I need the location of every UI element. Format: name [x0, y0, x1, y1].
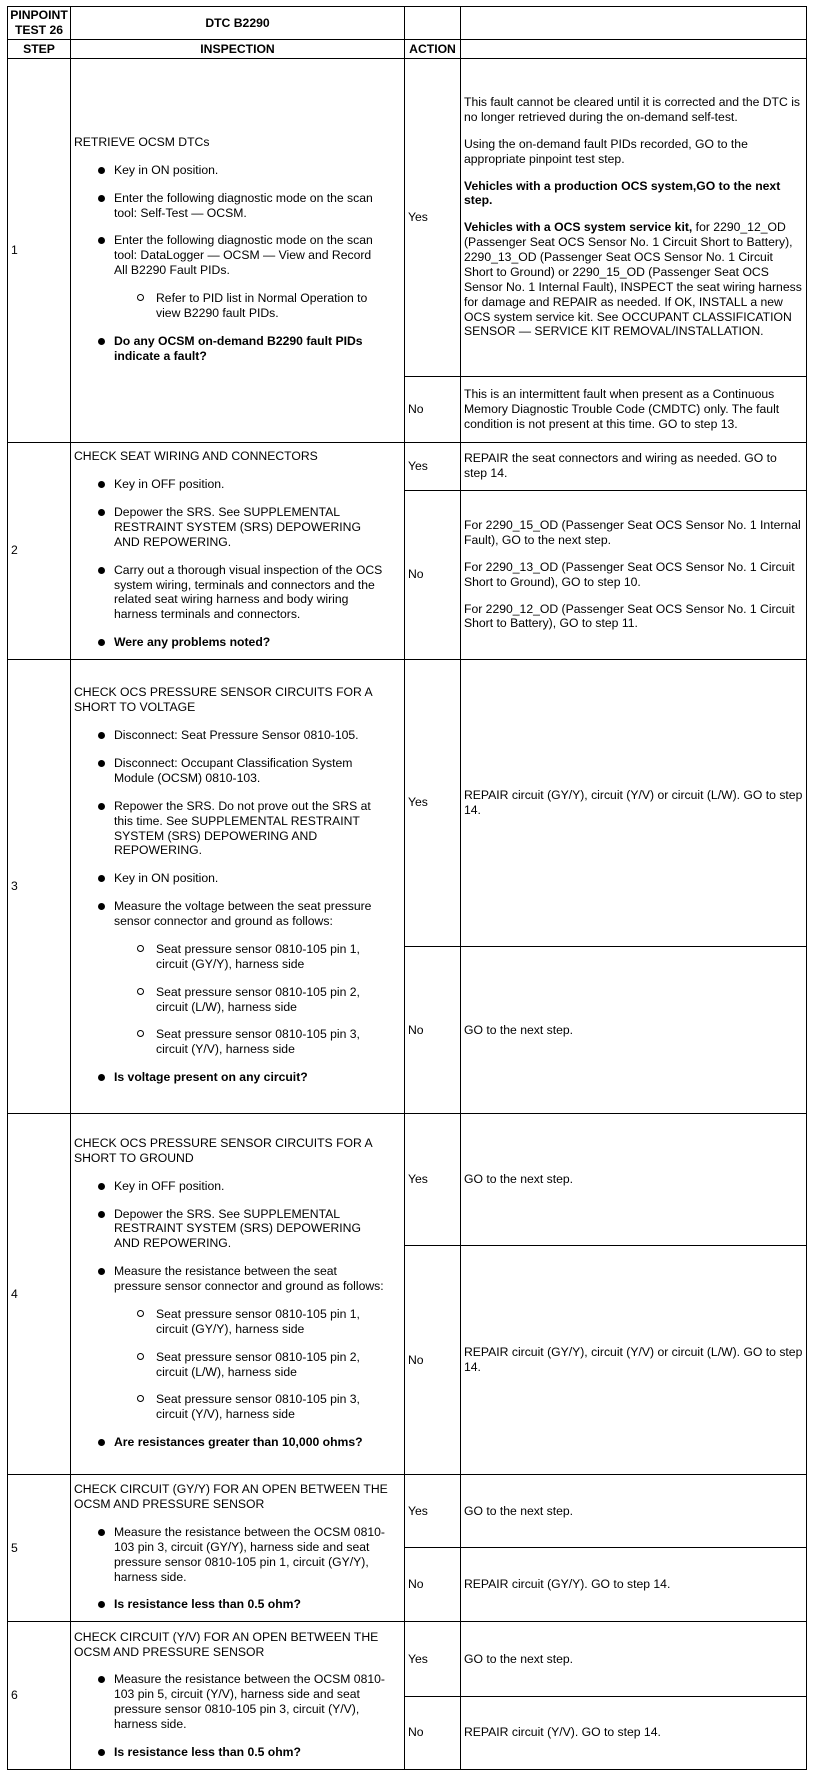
step-3-yes-row [8, 659, 807, 947]
yes-label: Yes [405, 1622, 461, 1696]
instruction-item: Key in ON position. [74, 163, 401, 178]
result-text: For 2290_13_OD (Passenger Seat OCS Sensor No. 1 Circuit Short to Ground), GO to step 10. [464, 559, 795, 589]
step-question: Is resistance less than 0.5 ohm? [74, 1745, 401, 1760]
result-text [464, 220, 803, 339]
dtc-label: DTC B2290 [71, 7, 405, 40]
column-header-row [8, 40, 807, 58]
result-text-rest: for 2290_12_OD (Passenger Seat OCS Sensor No. 1 Circuit Short to Battery), 2290_13_OD (Passenger Seat OCS Sensor No. 1 Circuit Short to Ground) or 2290_15_OD (Passenger Seat OCS Sensor No. 1 Internal Fault), INSPECT the seat wiring harness for damage and REPAIR as needed. If OK, INSTALL a new OCS system service kit. See OCCUPANT CLASSIFICATION SENSOR — SERVICE KIT REMOVAL/INSTALLATION. [464, 220, 802, 339]
instruction-item: Measure the voltage between the seat pressure sensor connector and ground as follows: [74, 899, 401, 929]
no-result: This is an intermittent fault when present as a Continuous Memory Diagnostic Trouble Code (CMDTC) only. The fault condition is not present at this time. GO to step 13. [461, 376, 807, 442]
yes-result: REPAIR circuit (GY/Y), circuit (Y/V) or circuit (L/W). GO to step 14. [461, 659, 807, 947]
instruction-item: Carry out a thorough visual inspection of the OCS system wiring, terminals and connectors and the related seat wiring harness and body wiring harness terminals and connectors. [74, 563, 401, 623]
sub-instruction-item: Seat pressure sensor 0810-105 pin 2, circuit (L/W), harness side [74, 1350, 401, 1380]
no-result: REPAIR circuit (GY/Y). GO to step 14. [461, 1548, 807, 1622]
col-action-header: ACTION [405, 40, 461, 58]
blank-header-cell [405, 7, 461, 40]
yes-label: Yes [405, 1475, 461, 1548]
instruction-item: Key in OFF position. [74, 477, 401, 492]
step-instructions [74, 477, 401, 650]
sub-instruction-item: Seat pressure sensor 0810-105 pin 3, circuit (Y/V), harness side [74, 1392, 401, 1422]
step-heading: CHECK SEAT WIRING AND CONNECTORS [74, 449, 318, 464]
step-4-inspection [71, 1114, 405, 1475]
no-label: No [405, 947, 461, 1114]
result-text: Using the on-demand fault PIDs recorded, GO to the appropriate pinpoint test step. [464, 136, 748, 166]
step-question: Is resistance less than 0.5 ohm? [74, 1597, 401, 1612]
yes-label: Yes [405, 442, 461, 490]
blank-header-cell [461, 7, 807, 40]
no-result [461, 490, 807, 659]
sub-instruction-item: Seat pressure sensor 0810-105 pin 3, circuit (Y/V), harness side [74, 1027, 401, 1057]
instruction-item: Measure the resistance between the OCSM 0810-103 pin 5, circuit (Y/V), harness side and seat pressure sensor 0810-105 pin 3, circuit (Y/V), harness side. [74, 1672, 401, 1732]
step-instructions [74, 728, 401, 1085]
step-instructions [74, 1672, 401, 1759]
no-label: No [405, 1548, 461, 1622]
step-instructions [74, 1525, 401, 1612]
instruction-item: Depower the SRS. See SUPPLEMENTAL RESTRAINT SYSTEM (SRS) DEPOWERING AND REPOWERING. [74, 505, 401, 550]
step-heading: RETRIEVE OCSM DTCs [74, 134, 210, 149]
instruction-item: Key in ON position. [74, 871, 401, 886]
step-number: 2 [8, 442, 71, 659]
step-heading: CHECK CIRCUIT (GY/Y) FOR AN OPEN BETWEEN THE OCSM AND PRESSURE SENSOR [74, 1482, 388, 1512]
no-result: REPAIR circuit (Y/V). GO to step 14. [461, 1696, 807, 1769]
step-heading: CHECK OCS PRESSURE SENSOR CIRCUITS FOR A SHORT TO GROUND [74, 1135, 372, 1165]
step-1-inspection [71, 58, 405, 442]
step-number: 5 [8, 1475, 71, 1622]
instruction-item: Measure the resistance between the seat pressure sensor connector and ground as follows: [74, 1264, 401, 1294]
step-question: Were any problems noted? [74, 635, 401, 650]
col-result-header [461, 40, 807, 58]
instruction-item: Depower the SRS. See SUPPLEMENTAL RESTRAINT SYSTEM (SRS) DEPOWERING AND REPOWERING. [74, 1207, 401, 1252]
result-text: For 2290_12_OD (Passenger Seat OCS Sensor No. 1 Circuit Short to Battery), GO to step 11. [464, 601, 795, 631]
pinpoint-test-table [7, 6, 807, 1770]
col-step-header: STEP [8, 40, 71, 58]
sub-instruction-item: Refer to PID list in Normal Operation to view B2290 fault PIDs. [74, 291, 401, 321]
step-question: Is voltage present on any circuit? [74, 1070, 401, 1085]
yes-result: REPAIR the seat connectors and wiring as needed. GO to step 14. [461, 442, 807, 490]
step-heading: CHECK OCS PRESSURE SENSOR CIRCUITS FOR A SHORT TO VOLTAGE [74, 685, 372, 715]
yes-result: GO to the next step. [461, 1475, 807, 1548]
no-result: REPAIR circuit (GY/Y), circuit (Y/V) or circuit (L/W). GO to step 14. [461, 1246, 807, 1475]
step-4-yes-row [8, 1114, 807, 1246]
instruction-item: Enter the following diagnostic mode on the scan tool: DataLogger — OCSM — View and Record All B2290 Fault PIDs. [74, 233, 401, 278]
no-label: No [405, 376, 461, 442]
step-question: Do any OCSM on-demand B2290 fault PIDs indicate a fault? [74, 334, 401, 364]
col-inspection-header: INSPECTION [71, 40, 405, 58]
yes-result: GO to the next step. [461, 1622, 807, 1696]
instruction-item: Enter the following diagnostic mode on the scan tool: Self-Test — OCSM. [74, 191, 401, 221]
step-number: 1 [8, 58, 71, 442]
step-6-inspection [71, 1622, 405, 1770]
instruction-item: Key in OFF position. [74, 1179, 401, 1194]
instruction-item: Repower the SRS. Do not prove out the SRS at this time. See SUPPLEMENTAL RESTRAINT SYSTEM (SRS) DEPOWERING AND REPOWERING. [74, 799, 401, 859]
step-2-inspection [71, 442, 405, 659]
step-1-yes-row [8, 58, 807, 376]
step-instructions [74, 163, 401, 364]
sub-instruction-item: Seat pressure sensor 0810-105 pin 1, circuit (GY/Y), harness side [74, 942, 401, 972]
yes-result [461, 58, 807, 376]
yes-label: Yes [405, 1114, 461, 1246]
step-question: Are resistances greater than 10,000 ohms? [74, 1435, 401, 1450]
result-emphasis: Vehicles with a OCS system service kit, [464, 220, 693, 235]
no-label: No [405, 490, 461, 659]
result-text: Vehicles with a production OCS system,GO to the next step. [464, 178, 781, 208]
step-number: 4 [8, 1114, 71, 1475]
result-text: For 2290_15_OD (Passenger Seat OCS Sensor No. 1 Internal Fault), GO to the next step. [464, 518, 801, 547]
no-result: GO to the next step. [461, 947, 807, 1114]
step-2-yes-row [8, 442, 807, 490]
step-number: 3 [8, 659, 71, 1114]
step-instructions [74, 1179, 401, 1450]
step-3-inspection [71, 659, 405, 1114]
instruction-item: Disconnect: Occupant Classification System Module (OCSM) 0810-103. [74, 756, 401, 786]
yes-label: Yes [405, 58, 461, 376]
no-label: No [405, 1246, 461, 1475]
step-5-yes-row [8, 1475, 807, 1548]
step-heading: CHECK CIRCUIT (Y/V) FOR AN OPEN BETWEEN THE OCSM AND PRESSURE SENSOR [74, 1629, 379, 1659]
step-6-yes-row [8, 1622, 807, 1696]
no-label: No [405, 1696, 461, 1769]
sub-instruction-item: Seat pressure sensor 0810-105 pin 2, circuit (L/W), harness side [74, 985, 401, 1015]
step-5-inspection [71, 1475, 405, 1622]
step-number: 6 [8, 1622, 71, 1770]
title-row [8, 7, 807, 40]
instruction-item: Disconnect: Seat Pressure Sensor 0810-105. [74, 728, 401, 743]
sub-instruction-item: Seat pressure sensor 0810-105 pin 1, circuit (GY/Y), harness side [74, 1307, 401, 1337]
yes-result: GO to the next step. [461, 1114, 807, 1246]
pinpoint-label: PINPOINT TEST 26 [8, 7, 71, 40]
instruction-item: Measure the resistance between the OCSM 0810-103 pin 3, circuit (GY/Y), harness side and seat pressure sensor 0810-105 pin 1, circuit (GY/Y), harness side. [74, 1525, 401, 1585]
yes-label: Yes [405, 659, 461, 947]
result-text: This fault cannot be cleared until it is corrected and the DTC is no longer retrieved during the on-demand self-test. [464, 95, 800, 124]
